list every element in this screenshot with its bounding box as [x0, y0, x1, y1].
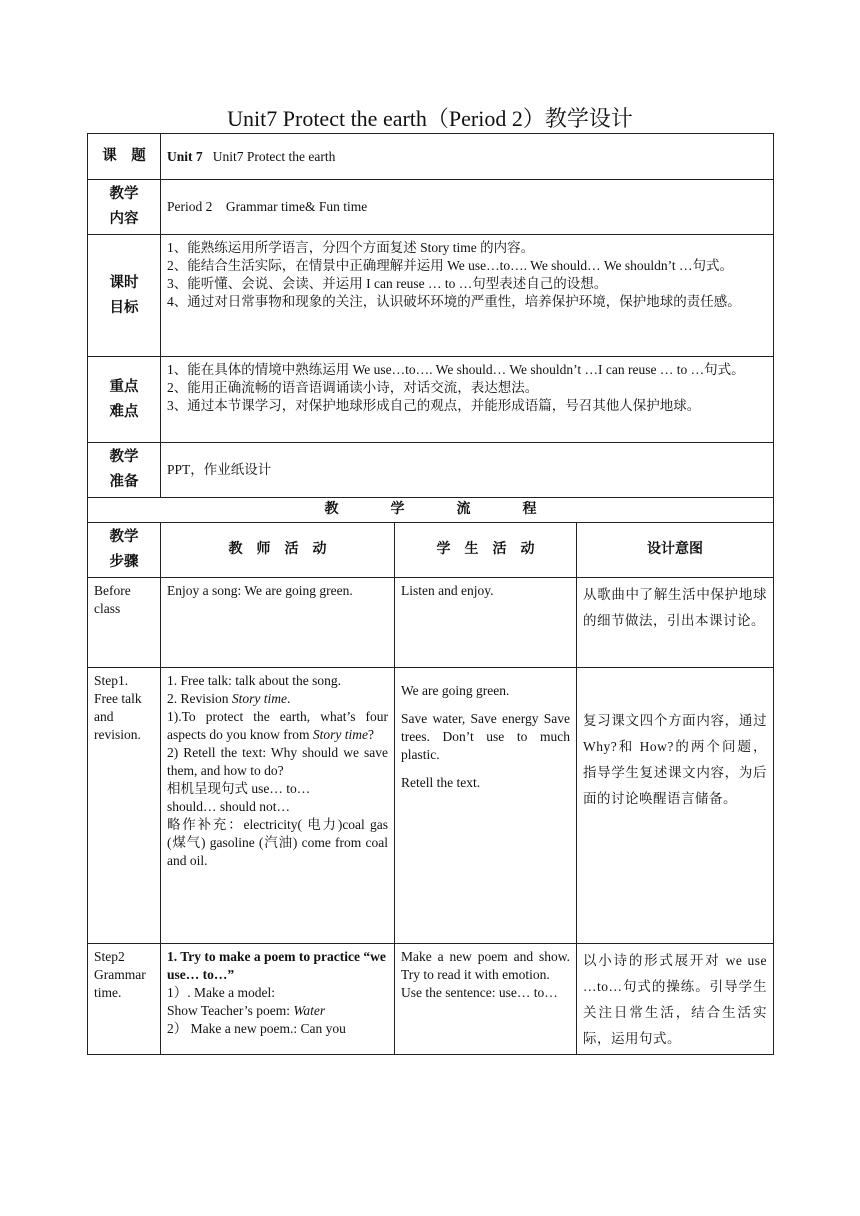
value-prep: PPT，作业纸设计: [161, 443, 774, 498]
document-title: Unit7 Protect the earth（Period 2）教学设计: [227, 106, 633, 131]
teacher-activity: 1. Try to make a poem to practice “we use… to…” 1）. Make a model: Show Teacher’s poem: Water 2） Make a new poem.: Can you: [161, 944, 395, 1055]
lesson-plan-table: [87, 133, 774, 1055]
keypoint-item: 3、通过本节课学习，对保护地球形成自己的观点，并能形成语篇，号召其他人保护地球。: [167, 398, 701, 413]
row-prep: [88, 443, 774, 498]
label-keypoints: 重点 难点: [88, 357, 161, 443]
goal-item: 4、通过对日常事物和现象的关注，认识破坏环境的严重性，培养保护环境，保护地球的责任感。: [167, 294, 741, 309]
value-topic-text: Unit7 Protect the earth: [212, 148, 336, 164]
table-row: [88, 668, 774, 944]
col-header-student: 学 生 活 动: [395, 523, 577, 578]
row-topic: [88, 134, 774, 180]
student-activity: Listen and enjoy.: [395, 578, 577, 668]
row-keypoints: [88, 357, 774, 443]
row-process-heading: [88, 498, 774, 523]
goal-item: 1、能熟练运用所学语言，分四个方面复述 Story time 的内容。: [167, 240, 535, 255]
goal-item: 3、能听懂、会说、会读、并运用 I can reuse … to …句型表述自己的设想。: [167, 276, 608, 291]
row-column-headers: [88, 523, 774, 578]
value-content: Period 2 Grammar time& Fun time: [161, 180, 774, 235]
step-label: Step1. Free talk and revision.: [88, 668, 161, 944]
value-topic: [161, 134, 774, 180]
table-row: [88, 944, 774, 1055]
design-intent: 复习课文四个方面内容，通过 Why?和 How?的两个问题，指导学生复述课文内容，为后面的讨论唤醒语言储备。: [577, 668, 774, 944]
design-intent: 从歌曲中了解生活中保护地球的细节做法，引出本课讨论。: [577, 578, 774, 668]
label-content: 教学 内容: [88, 180, 161, 235]
table-row: [88, 578, 774, 668]
step-label: Before class: [88, 578, 161, 668]
goal-item: 2、能结合生活实际，在情景中正确理解并运用 We use…to…. We should… We shouldn’t …句式。: [167, 258, 733, 273]
col-header-step: 教学 步骤: [88, 523, 161, 578]
process-heading: 教 学 流 程: [88, 498, 774, 523]
student-activity: We are going green. Save water, Save energy Save trees. Don’t use to much plastic. Retell the text.: [395, 668, 577, 944]
label-prep: 教学 准备: [88, 443, 161, 498]
col-header-teacher: 教 师 活 动: [161, 523, 395, 578]
row-content: [88, 180, 774, 235]
design-intent: 以小诗的形式展开对 we use …to…句式的操练。引导学生关注日常生活，结合生活实际，运用句式。: [577, 944, 774, 1055]
label-topic: 课 题: [88, 134, 161, 180]
teacher-activity: 1. Free talk: talk about the song. 2. Revision Story time. 1).To protect the earth, what’s four aspects do you know from Story time? 2) Retell the text: Why should we save them, and how to do? 相机呈现句式 use… to… should… should not… 略作补充：electricity( 电力)coal gas (煤气) gasoline (汽油) come from coal and oil.: [161, 668, 395, 944]
label-goals: 课时 目标: [88, 235, 161, 357]
col-header-intent: 设计意图: [577, 523, 774, 578]
keypoint-item: 1、能在具体的情境中熟练运用 We use…to…. We should… We shouldn’t …I can reuse … to …句式。: [167, 362, 745, 377]
step-label: Step2 Grammar time.: [88, 944, 161, 1055]
keypoint-item: 2、能用正确流畅的语音语调诵读小诗，对话交流，表达想法。: [167, 380, 539, 395]
value-keypoints: [161, 357, 774, 443]
value-goals: [161, 235, 774, 357]
student-activity: Make a new poem and show. Try to read it with emotion. Use the sentence: use… to…: [395, 944, 577, 1055]
teacher-activity: Enjoy a song: We are going green.: [161, 578, 395, 668]
row-goals: [88, 235, 774, 357]
value-topic-unit: Unit 7: [167, 148, 203, 164]
